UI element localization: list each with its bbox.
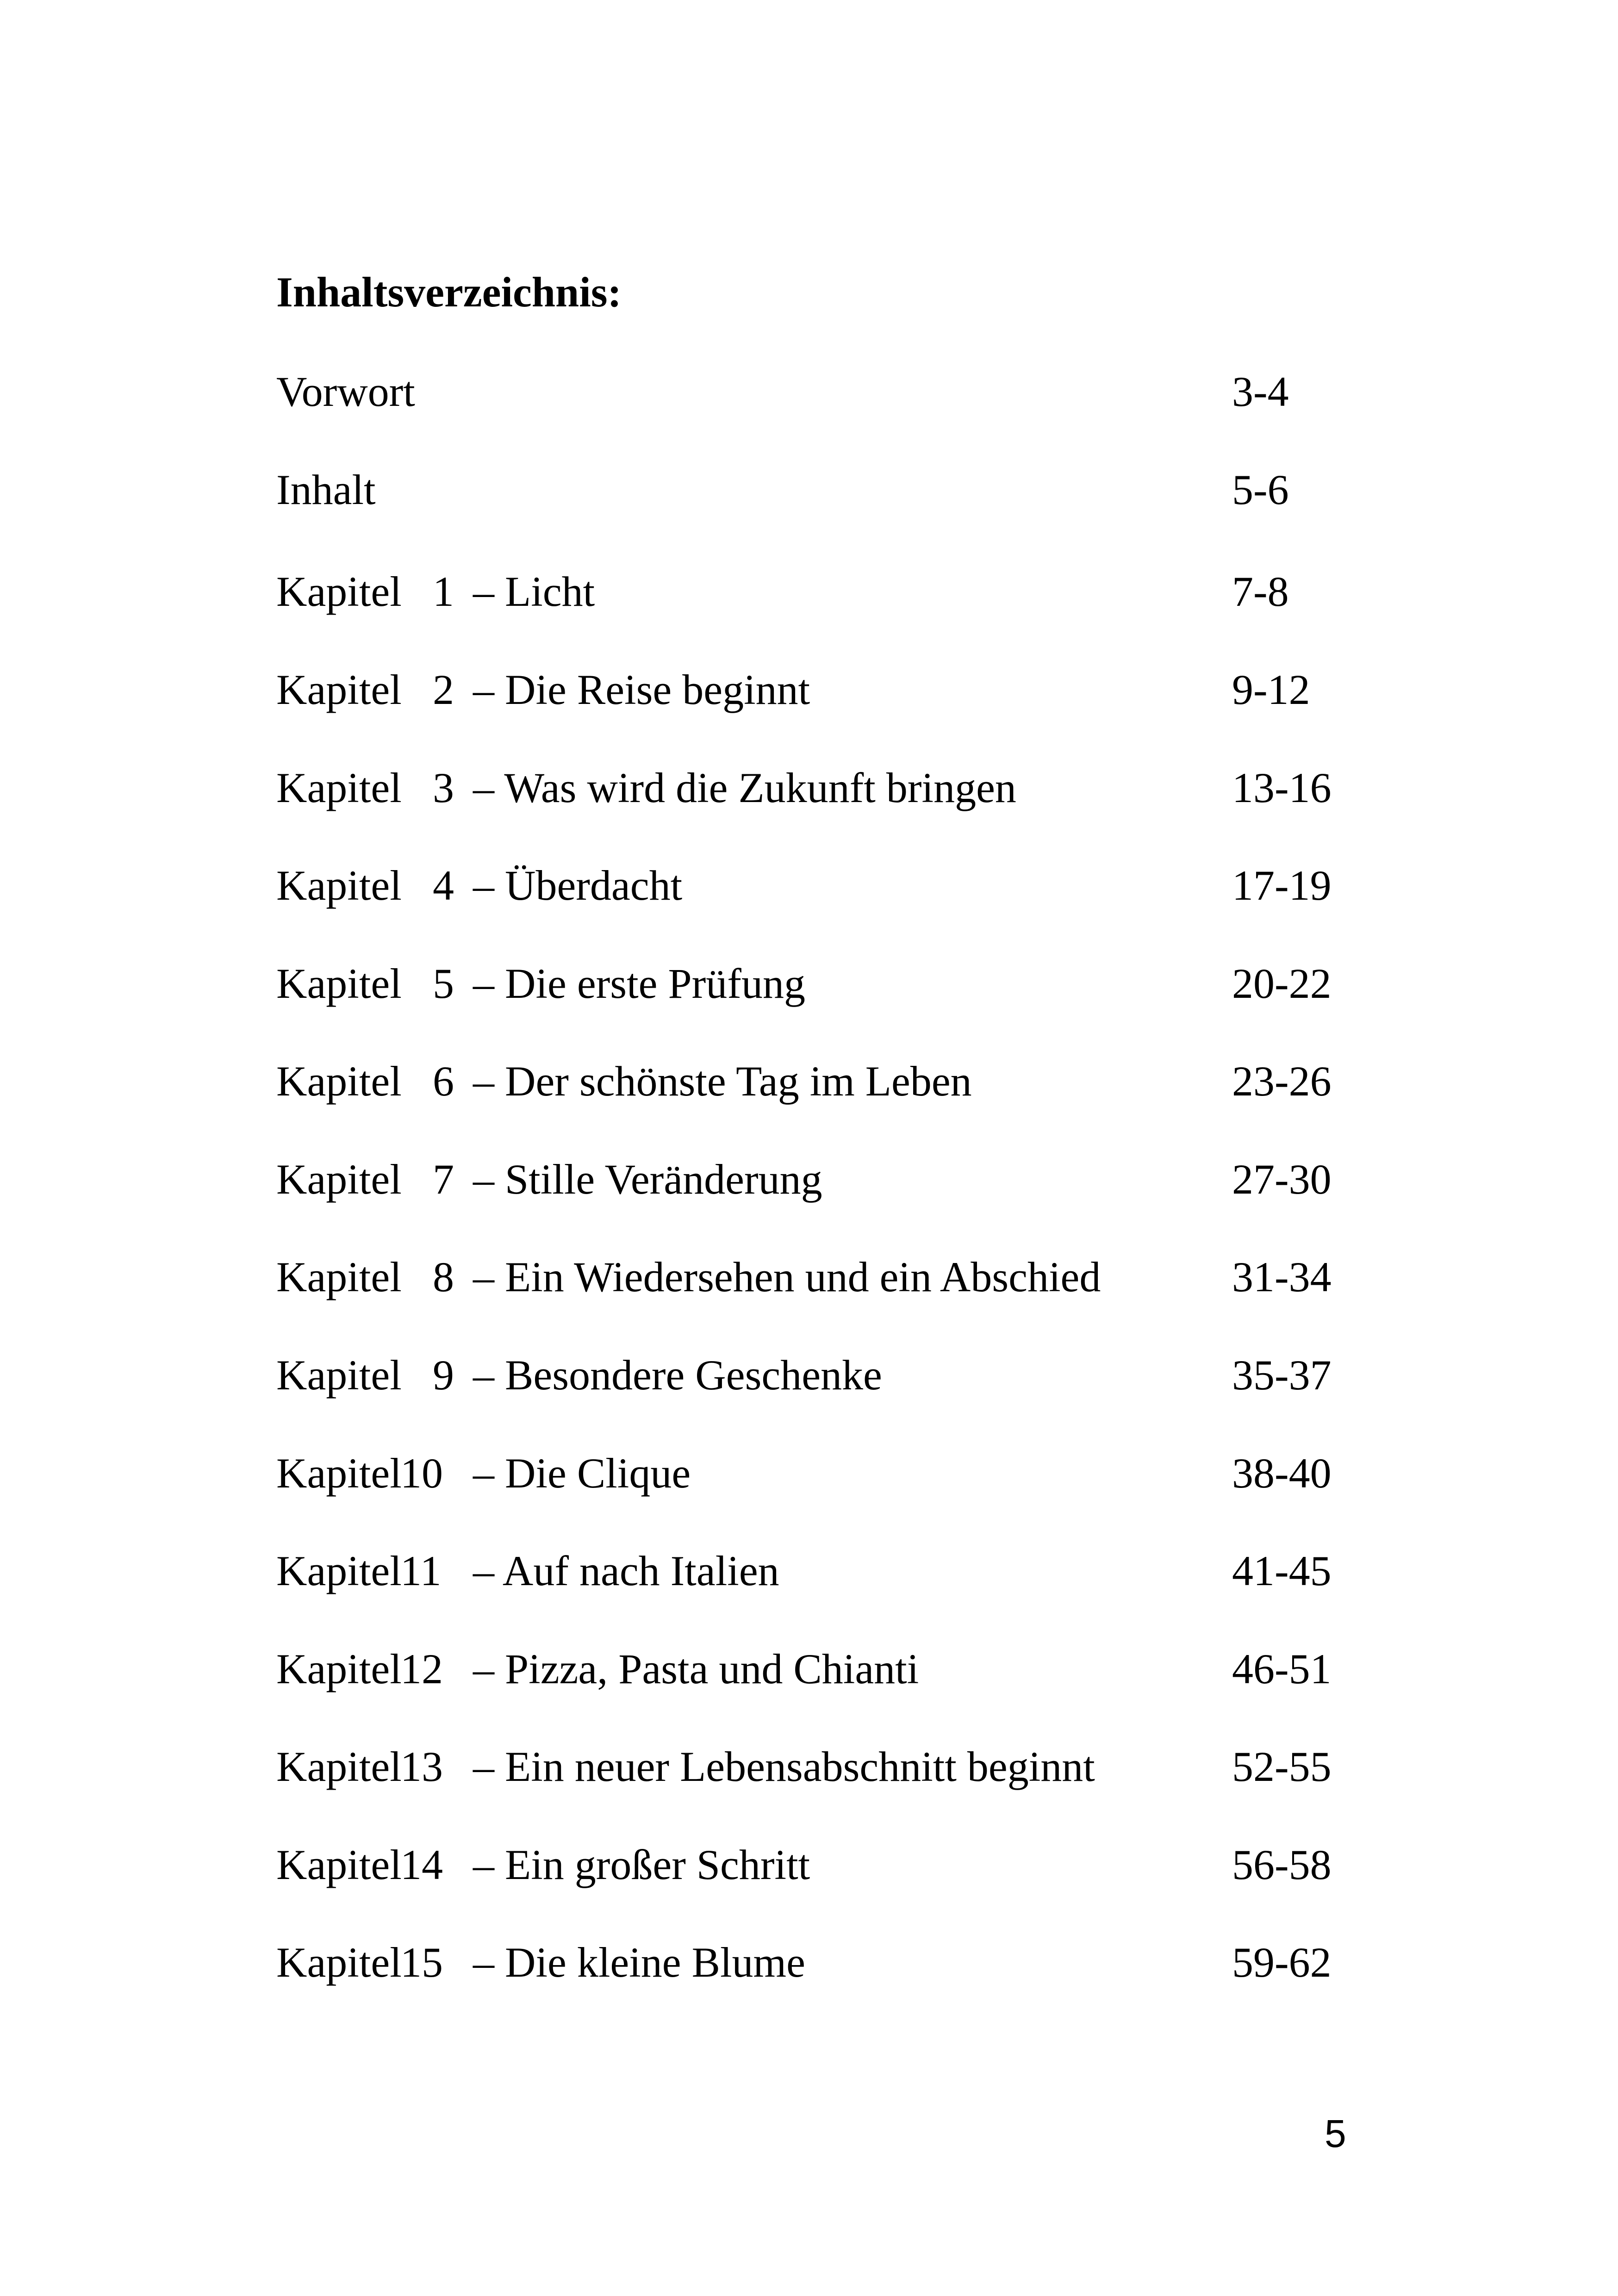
toc-entry-prefix: Kapitel <box>276 1645 402 1692</box>
toc-entry-kapitel-13 <box>276 1745 1387 1801</box>
toc-entry-number: 10 <box>400 1450 443 1497</box>
toc-entry-pages: 41-45 <box>1232 1547 1332 1594</box>
toc-entry-pages: 35-37 <box>1232 1351 1332 1399</box>
toc-entry-kapitel-10 <box>276 1452 1387 1507</box>
toc-entry-number: 6 <box>433 1058 454 1105</box>
toc-entry-kapitel-6 <box>276 1060 1387 1115</box>
toc-entry-prefix: Kapitel <box>276 960 402 1007</box>
toc-entry-number: 11 <box>400 1547 442 1594</box>
toc-entry-kapitel-5 <box>276 962 1387 1018</box>
toc-entry-kapitel-1 <box>276 570 1387 626</box>
toc-entry-pages: 38-40 <box>1232 1450 1332 1497</box>
toc-entry-number: 9 <box>433 1351 454 1399</box>
toc-entry-pages: 56-58 <box>1232 1841 1332 1888</box>
toc-entry-pages: 13-16 <box>1232 764 1332 811</box>
toc-entry-pages: 31-34 <box>1232 1253 1332 1300</box>
toc-entry-kapitel-15 <box>276 1941 1387 1997</box>
toc-entry-pages: 7-8 <box>1232 568 1289 615</box>
toc-entry-prefix: Kapitel <box>276 1156 402 1203</box>
toc-entry-prefix: Kapitel <box>276 1547 402 1594</box>
toc-entry-pages: 52-55 <box>1232 1743 1332 1790</box>
toc-entry-number: 5 <box>433 960 454 1007</box>
toc-entry-prefix: Kapitel <box>276 666 402 713</box>
toc-entry-number: 14 <box>400 1841 443 1888</box>
toc-entry-kapitel-2 <box>276 668 1387 724</box>
toc-entry-number: 13 <box>400 1743 443 1790</box>
toc-entry-pages: 5-6 <box>1232 466 1289 513</box>
toc-entry-number: 1 <box>433 568 454 615</box>
page-number: 5 <box>1325 2112 1346 2155</box>
toc-entry-number: 2 <box>433 666 454 713</box>
toc-entry-title: – Stille Veränderung <box>473 1156 822 1203</box>
toc-entry-kapitel-14 <box>276 1843 1387 1899</box>
toc-entry-prefix: Kapitel <box>276 1058 402 1105</box>
toc-entry-title: – Ein neuer Lebensabschnitt beginnt <box>473 1743 1095 1790</box>
toc-entry-title: – Die erste Prüfung <box>473 960 805 1007</box>
toc-entry-prefix: Kapitel <box>276 1351 402 1399</box>
toc-entry-number: 3 <box>433 764 454 811</box>
toc-entry-pages: 46-51 <box>1232 1645 1332 1692</box>
toc-entry-prefix: Kapitel <box>276 862 402 909</box>
toc-entry-number: 15 <box>400 1939 443 1986</box>
toc-entry-number: 7 <box>433 1156 454 1203</box>
toc-entry-kapitel-3 <box>276 766 1387 822</box>
toc-entry-title: – Die Reise beginnt <box>473 666 810 713</box>
toc-entry-title: – Die kleine Blume <box>473 1939 805 1986</box>
toc-entry-title: – Ein großer Schritt <box>473 1841 810 1888</box>
toc-entry-kapitel-12 <box>276 1645 1387 1703</box>
toc-entry-vorwort <box>276 370 1387 426</box>
toc-entry-number: 12 <box>400 1645 443 1692</box>
toc-entry-kapitel-8 <box>276 1253 1387 1311</box>
toc-entry-pages: 3-4 <box>1232 368 1289 415</box>
toc-entry-number: 8 <box>433 1253 454 1300</box>
toc-entry-title: – Überdacht <box>473 862 683 909</box>
toc-entry-pages: 20-22 <box>1232 960 1332 1007</box>
toc-entry-pages: 17-19 <box>1232 862 1332 909</box>
toc-entry-prefix: Kapitel <box>276 1450 402 1497</box>
toc-entry-kapitel-9 <box>276 1351 1387 1409</box>
toc-entry-inhalt <box>276 468 1387 524</box>
toc-entry-prefix: Kapitel <box>276 764 402 811</box>
toc-entry-prefix: Kapitel <box>276 568 402 615</box>
toc-entry-title: – Pizza, Pasta und Chianti <box>473 1645 919 1692</box>
toc-entry-title: – Ein Wiedersehen und ein Abschied <box>473 1253 1101 1300</box>
toc-entry-pages: 23-26 <box>1232 1058 1332 1105</box>
toc-entry-pages: 27-30 <box>1232 1156 1332 1203</box>
toc-entry-number: 4 <box>433 862 454 909</box>
toc-entry-prefix: Kapitel <box>276 1253 402 1300</box>
toc-heading: Inhaltsverzeichnis: <box>276 268 622 316</box>
toc-entry-title: – Die Clique <box>473 1450 691 1497</box>
toc-entry-title: Inhalt <box>276 466 376 513</box>
toc-entry-title: – Licht <box>473 568 595 615</box>
toc-entry-title: Vorwort <box>276 368 415 415</box>
toc-entry-title: – Der schönste Tag im Leben <box>473 1058 972 1105</box>
toc-entry-prefix: Kapitel <box>276 1939 402 1986</box>
toc-entry-prefix: Kapitel <box>276 1743 402 1790</box>
toc-entry-pages: 9-12 <box>1232 666 1310 713</box>
toc-entry-pages: 59-62 <box>1232 1939 1332 1986</box>
toc-entry-title: – Was wird die Zukunft bringen <box>473 764 1016 811</box>
toc-entry-kapitel-4 <box>276 864 1387 920</box>
toc-entry-prefix: Kapitel <box>276 1841 402 1888</box>
toc-entry-title: – Besondere Geschenke <box>473 1351 882 1399</box>
toc-entry-kapitel-11 <box>276 1549 1387 1605</box>
toc-entry-title: – Auf nach Italien <box>473 1547 779 1594</box>
toc-entry-kapitel-7 <box>276 1158 1387 1213</box>
